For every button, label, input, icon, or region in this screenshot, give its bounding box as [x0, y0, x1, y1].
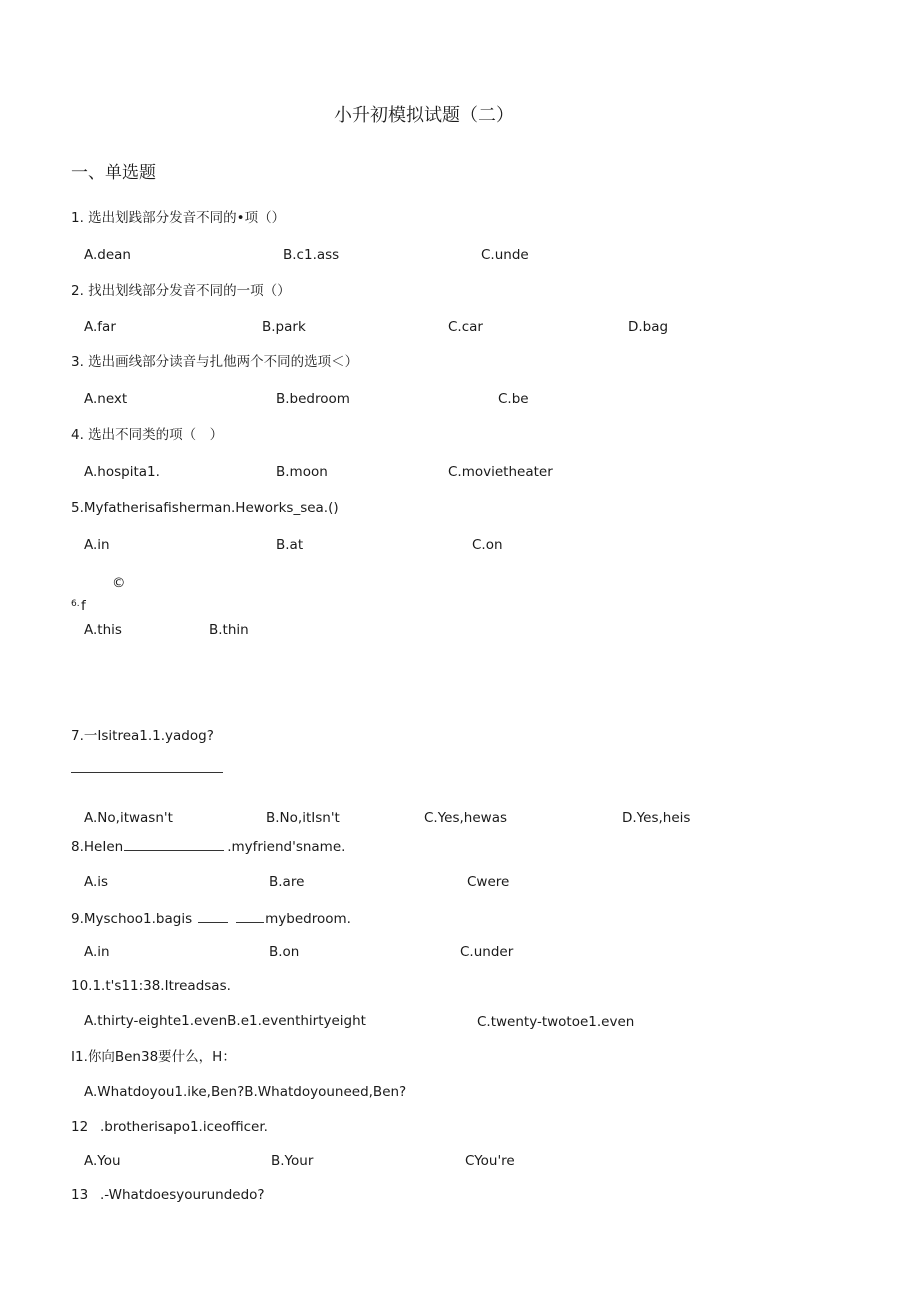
- q7-option-a: A.No,itwasn't: [84, 810, 173, 826]
- q6-number: 6.: [71, 599, 80, 609]
- q9-text-end: mybedroom.: [265, 911, 351, 927]
- q9-option-c: C.under: [460, 944, 514, 960]
- q8-text-end: .myfriend'sname.: [227, 839, 346, 855]
- q6-option-a: A.this: [84, 622, 122, 638]
- q1-option-b: B.c1.ass: [283, 247, 340, 263]
- q3-option-b: B.bedroom: [276, 391, 350, 407]
- q4-option-a: A.hospita1.: [84, 464, 160, 480]
- q11-options-ab: A.Whatdoyou1.ike,Ben?B.Whatdoyouneed,Ben?: [84, 1084, 407, 1100]
- q5-option-b: B.at: [276, 537, 304, 553]
- question-3: 3. 选出画线部分读音与扎他两个不同的选项＜）: [71, 354, 359, 370]
- blank: [124, 837, 224, 851]
- q2-option-d: D.bag: [628, 319, 669, 335]
- q5-option-c: C.on: [472, 537, 503, 553]
- q7-option-d: D.Yes,heis: [622, 810, 691, 826]
- q5-option-a: A.in: [84, 537, 110, 553]
- q2-option-b: B.park: [262, 319, 306, 335]
- q10-options-ab: A.thirty-eighte1.evenB.e1.eventhirtyeight: [84, 1013, 366, 1029]
- question-13: .-Whatdoesyourundedo?: [100, 1187, 265, 1203]
- question-8: [71, 837, 345, 856]
- q12-option-a: A.You: [84, 1153, 121, 1169]
- answer-line: [71, 772, 223, 773]
- q8-option-a: A.is: [84, 874, 109, 890]
- q7-option-c: C.Yes,hewas: [424, 810, 508, 826]
- question-12: .brotherisapo1.iceofficer.: [100, 1119, 268, 1135]
- question-1: 1. 选出划践部分发音不同的•项（）: [71, 210, 286, 226]
- q7-option-b: B.No,itIsn't: [266, 810, 340, 826]
- q12-option-b: B.Your: [271, 1153, 314, 1169]
- q9-option-a: A.in: [84, 944, 110, 960]
- q10-option-c: C.twenty-twotoe1.even: [477, 1014, 635, 1030]
- q6-letter: f: [81, 598, 86, 614]
- question-11: I1.你向Ben38要什么，H：: [71, 1049, 236, 1065]
- section-heading: 一、单选题: [71, 163, 156, 183]
- q8-option-c: Cwere: [467, 874, 510, 890]
- question-4: 4. 选出不同类的项（ ）: [71, 427, 224, 443]
- q6-option-b: B.thin: [209, 622, 249, 638]
- blank: [236, 909, 264, 923]
- q3-option-c: C.be: [498, 391, 529, 407]
- q8-text-start: 8.HeIen: [71, 839, 124, 855]
- q9-option-b: B.on: [269, 944, 300, 960]
- question-2: 2. 找出划线部分发音不同的一项（）: [71, 283, 291, 299]
- q1-option-c: C.unde: [481, 247, 529, 263]
- question-10: 10.1.t's11:38.Itreadsas.: [71, 978, 231, 994]
- question-7: 7.一Isitrea1.1.yadog?: [71, 728, 214, 744]
- q2-option-c: C.car: [448, 319, 483, 335]
- q3-option-a: A.next: [84, 391, 128, 407]
- question-9: [71, 909, 351, 928]
- q12-option-c: CYou're: [465, 1153, 515, 1169]
- q4-option-c: C.movietheater: [448, 464, 553, 480]
- q2-option-a: A.far: [84, 319, 116, 335]
- page-title: 小升初模拟试题（二）: [334, 105, 514, 126]
- q9-text-start: 9.Myschoo1.bagis: [71, 911, 193, 927]
- q6-mark: ©: [112, 575, 126, 591]
- question-12-number: 12: [71, 1119, 89, 1135]
- q4-option-b: B.moon: [276, 464, 328, 480]
- q1-option-a: A.dean: [84, 247, 131, 263]
- question-13-number: 13: [71, 1187, 89, 1203]
- blank: [198, 909, 228, 923]
- q8-option-b: B.are: [269, 874, 305, 890]
- question-5: 5.Myfatherisafisherman.Heworks_sea.(): [71, 500, 339, 516]
